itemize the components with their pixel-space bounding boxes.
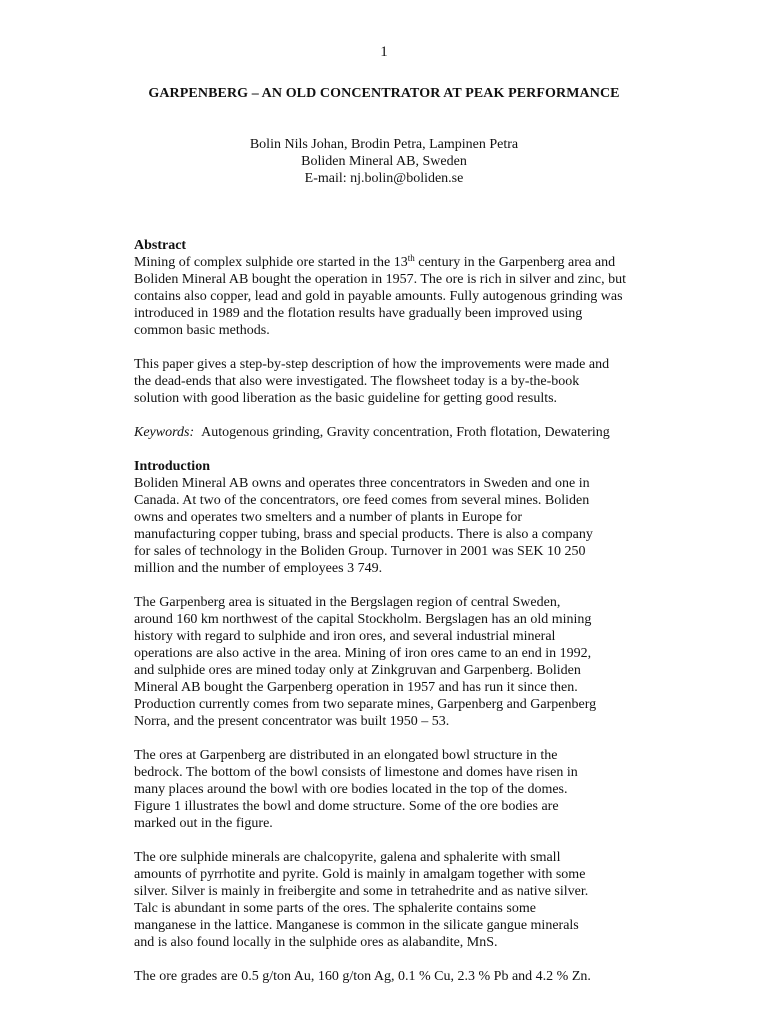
text-line: amounts of pyrrhotite and pyrite. Gold is mainly in amalgam together with some: [134, 867, 586, 882]
text-line: Talc is abundant in some parts of the ores. The sphalerite contains some: [134, 901, 536, 916]
text-line: and is also found locally in the sulphide ores as alabandite, MnS.: [134, 935, 498, 950]
text-line: Canada. At two of the concentrators, ore feed comes from several mines. Boliden: [134, 493, 590, 508]
text-line: Boliden Mineral AB bought the operation in 1957. The ore is rich in silver and zinc, but: [134, 272, 626, 287]
paper-body: [134, 237, 634, 985]
text-line: Production currently comes from two separate mines, Garpenberg and Garpenberg: [134, 697, 597, 712]
text-line: marked out in the figure.: [134, 816, 273, 831]
text-line: manufacturing copper tubing, brass and special products. There is also a company: [134, 527, 593, 542]
text-line: and sulphide ores are mined today only at Zinkgruvan and Garpenberg. Boliden: [134, 663, 581, 678]
text-line: manganese in the lattice. Manganese is common in the silicate gangue minerals: [134, 918, 579, 933]
superscript: th: [407, 253, 415, 263]
abstract-heading: Abstract: [134, 238, 187, 253]
text-line: million and the number of employees 3 749.: [134, 561, 383, 576]
introduction-paragraph-1: [134, 475, 634, 577]
abstract-paragraph-1: [134, 254, 634, 339]
introduction-paragraph-3: [134, 747, 634, 832]
text-line: Mineral AB bought the Garpenberg operation in 1957 and has run it since then.: [134, 680, 578, 695]
text-run: century in the Garpenberg area and: [414, 255, 616, 270]
abstract-paragraph-2: [134, 356, 634, 407]
introduction-heading: Introduction: [134, 459, 210, 474]
text-line: for sales of technology in the Boliden Group. Turnover in 2001 was SEK 10 250: [134, 544, 586, 559]
text-line: many places around the bowl with ore bodies located in the top of the domes.: [134, 782, 568, 797]
text-line: [134, 424, 634, 441]
page-number: 1: [380, 44, 388, 60]
text-line: [134, 254, 634, 271]
text-line: The ore grades are 0.5 g/ton Au, 160 g/ton Ag, 0.1 % Cu, 2.3 % Pb and 4.2 % Zn.: [134, 969, 591, 984]
keywords-line: [134, 424, 634, 441]
text-line: operations are also active in the area. Mining of iron ores came to an end in 1992,: [134, 646, 592, 661]
keywords-label: Keywords:: [134, 425, 195, 440]
text-line: Figure 1 illustrates the bowl and dome structure. Some of the ore bodies are: [134, 799, 559, 814]
author-email: E-mail: nj.bolin@boliden.se: [304, 171, 464, 186]
text-line: Norra, and the present concentrator was built 1950 – 53.: [134, 714, 450, 729]
author-block: [0, 136, 768, 187]
keywords-list: Autogenous grinding, Gravity concentration, Froth flotation, Dewatering: [201, 425, 610, 440]
introduction-paragraph-4: [134, 849, 634, 951]
text-line: Boliden Mineral AB owns and operates three concentrators in Sweden and one in: [134, 476, 590, 491]
introduction-paragraph-5: [134, 968, 634, 985]
text-run: Mining of complex sulphide ore started in the 13: [134, 255, 408, 270]
text-line: bedrock. The bottom of the bowl consists of limestone and domes have risen in: [134, 765, 578, 780]
text-line: introduced in 1989 and the flotation results have gradually been improved using: [134, 306, 583, 321]
text-line: This paper gives a step-by-step description of how the improvements were made and: [134, 357, 610, 372]
text-line: The ore sulphide minerals are chalcopyrite, galena and sphalerite with small: [134, 850, 561, 865]
text-line: owns and operates two smelters and a number of plants in Europe for: [134, 510, 523, 525]
text-line: contains also copper, lead and gold in payable amounts. Fully autogenous grinding was: [134, 289, 623, 304]
text-line: The ores at Garpenberg are distributed in an elongated bowl structure in the: [134, 748, 558, 763]
paper-title: GARPENBERG – AN OLD CONCENTRATOR AT PEAK PERFORMANCE: [148, 86, 620, 101]
author-affiliation: Boliden Mineral AB, Sweden: [301, 154, 467, 169]
text-line: history with regard to sulphide and iron ores, and several industrial mineral: [134, 629, 556, 644]
text-line: around 160 km northwest of the capital Stockholm. Bergslagen has an old mining: [134, 612, 592, 627]
author-names: Bolin Nils Johan, Brodin Petra, Lampinen Petra: [249, 137, 519, 152]
text-line: solution with good liberation as the basic guideline for getting good results.: [134, 391, 558, 406]
text-line: The Garpenberg area is situated in the Bergslagen region of central Sweden,: [134, 595, 561, 610]
text-line: silver. Silver is mainly in freibergite and some in tetrahedrite and as native silver.: [134, 884, 589, 899]
introduction-paragraph-2: [134, 594, 634, 730]
text-line: common basic methods.: [134, 323, 270, 338]
text-line: the dead-ends that also were investigated. The flowsheet today is a by-the-book: [134, 374, 580, 389]
